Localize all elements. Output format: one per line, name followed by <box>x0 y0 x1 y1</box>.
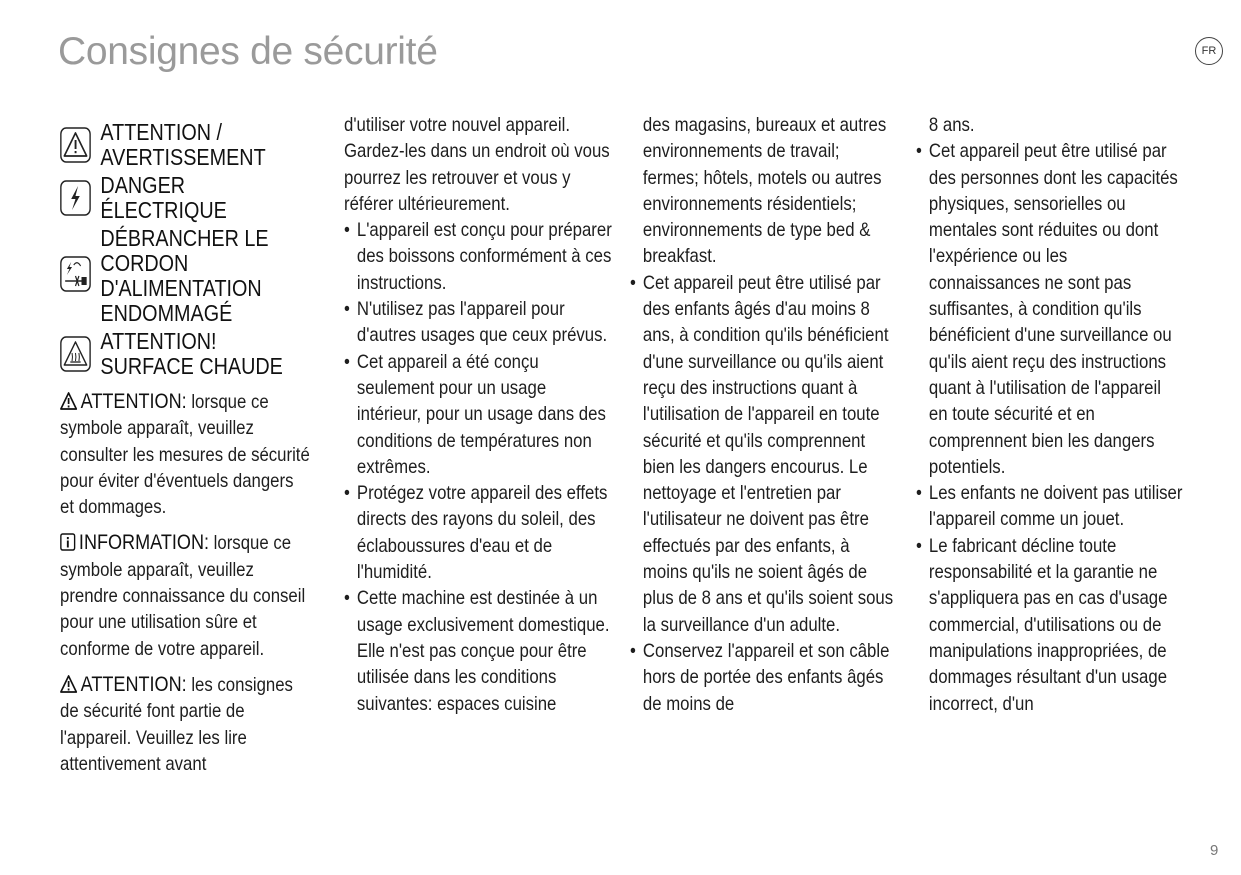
language-badge: FR <box>1195 37 1223 65</box>
column-1 <box>60 112 311 777</box>
column-3 <box>630 112 898 717</box>
list-item: • Conservez l'appareil et son câble hors de portée des enfants âgés de moins de <box>630 638 898 717</box>
electric-danger-icon <box>60 180 91 216</box>
legend-label: ATTENTION! SURFACE CHAUDE <box>100 328 283 379</box>
note-attention-read <box>60 672 311 777</box>
legend-label: DANGER ÉLECTRIQUE <box>100 172 227 223</box>
column-4 <box>916 112 1183 717</box>
legend-item-hot-surface <box>60 329 311 379</box>
legend-label: ATTENTION / AVERTISSEMENT <box>100 119 266 170</box>
warning-triangle-icon <box>60 675 77 693</box>
list-item: • Le fabricant décline toute responsabilité et la garantie ne s'appliquera pas en cas d'usage commercial, d'utilisations ou de manipulations inappropriées, de dommages résultant d'un usage incorrect, d'un <box>916 533 1183 717</box>
legend-item-warning <box>60 120 311 170</box>
column-2 <box>344 112 612 717</box>
note-text: les consignes de sécurité font partie de l'appareil. Veuillez les lire attentivement avant <box>60 673 293 775</box>
page-title: Consignes de sécurité <box>58 30 438 73</box>
legend-label: DÉBRANCHER LE CORDON D'ALIMENTATION ENDOMMAGÉ <box>100 225 269 326</box>
note-attention <box>60 389 311 520</box>
legend-item-unplug <box>60 226 311 326</box>
info-icon <box>60 533 75 551</box>
list-item: • Cet appareil a été conçu seulement pour un usage intérieur, pour un usage dans des conditions de températures non extrêmes. <box>344 349 612 480</box>
paragraph-continuation: 8 ans. <box>928 114 975 136</box>
warning-triangle-icon <box>60 392 77 410</box>
unplug-damaged-cord-icon <box>60 256 91 292</box>
list-item: • Cette machine est destinée à un usage exclusivement domestique. Elle n'est pas conçue pour être utilisée dans les conditions suivantes: espaces cuisine <box>344 585 612 716</box>
list-item: • L'appareil est conçu pour préparer des boissons conformément à ces instructions. <box>344 217 612 296</box>
note-text: lorsque ce symbole apparaît, veuillez consulter les mesures de sécurité pour éviter d'éventuels dangers et dommages. <box>60 391 310 519</box>
bullet-list <box>344 217 612 717</box>
list-item: • Protégez votre appareil des effets directs des rayons du soleil, des éclaboussures d'eau et de l'humidité. <box>344 480 612 585</box>
list-item: • N'utilisez pas l'appareil pour d'autres usages que ceux prévus. <box>344 296 612 349</box>
list-item: • Cet appareil peut être utilisé par des personnes dont les capacités physiques, sensorielles ou mentales sont réduites ou dont l'expérience ou les connaissances ne sont pas suffisantes, à condition qu'ils bénéficient d'une surveillance ou qu'ils aient reçu des instructions quant à l'utilisation de l'appareil en toute sécurité et en comprennent bien les dangers potentiels. <box>916 138 1183 480</box>
list-item: • Cet appareil peut être utilisé par des enfants âgés d'au moins 8 ans, à condition qu'ils bénéficient d'une surveillance ou qu'ils aient reçu des instructions quant à l'utilisation de l'appareil en toute sécurité et qu'ils comprennent bien les dangers encourus. Le nettoyage et l'entretien par l'utilisateur ne doivent pas être effectués par des enfants, à moins qu'ils ne soient âgés de plus de 8 ans et qu'ils soient sous la surveillance d'un adulte. <box>630 270 898 638</box>
paragraph-continuation: des magasins, bureaux et autres environnements de travail; fermes; hôtels, motels ou autres environnements résidentiels; environnements de type bed & breakfast. <box>642 114 887 268</box>
bullet-list <box>630 270 898 717</box>
legend-item-electric <box>60 173 311 223</box>
page-number: 9 <box>1210 842 1219 859</box>
note-heading: ATTENTION: <box>80 390 187 413</box>
paragraph-continuation: d'utiliser votre nouvel appareil. Gardez-les dans un endroit où vous pourrez les retrouver et vous y référer ultérieurement. <box>344 114 610 215</box>
note-text: lorsque ce symbole apparaît, veuillez prendre connaissance du conseil pour une utilisation sûre et conforme de votre appareil. <box>60 532 306 660</box>
note-heading: ATTENTION: <box>80 672 187 696</box>
hot-surface-icon <box>60 336 91 372</box>
note-heading: INFORMATION: <box>78 531 210 555</box>
bullet-list <box>916 138 1183 717</box>
note-information <box>60 530 311 661</box>
warning-triangle-icon <box>60 127 91 163</box>
list-item: • Les enfants ne doivent pas utiliser l'appareil comme un jouet. <box>916 480 1183 533</box>
